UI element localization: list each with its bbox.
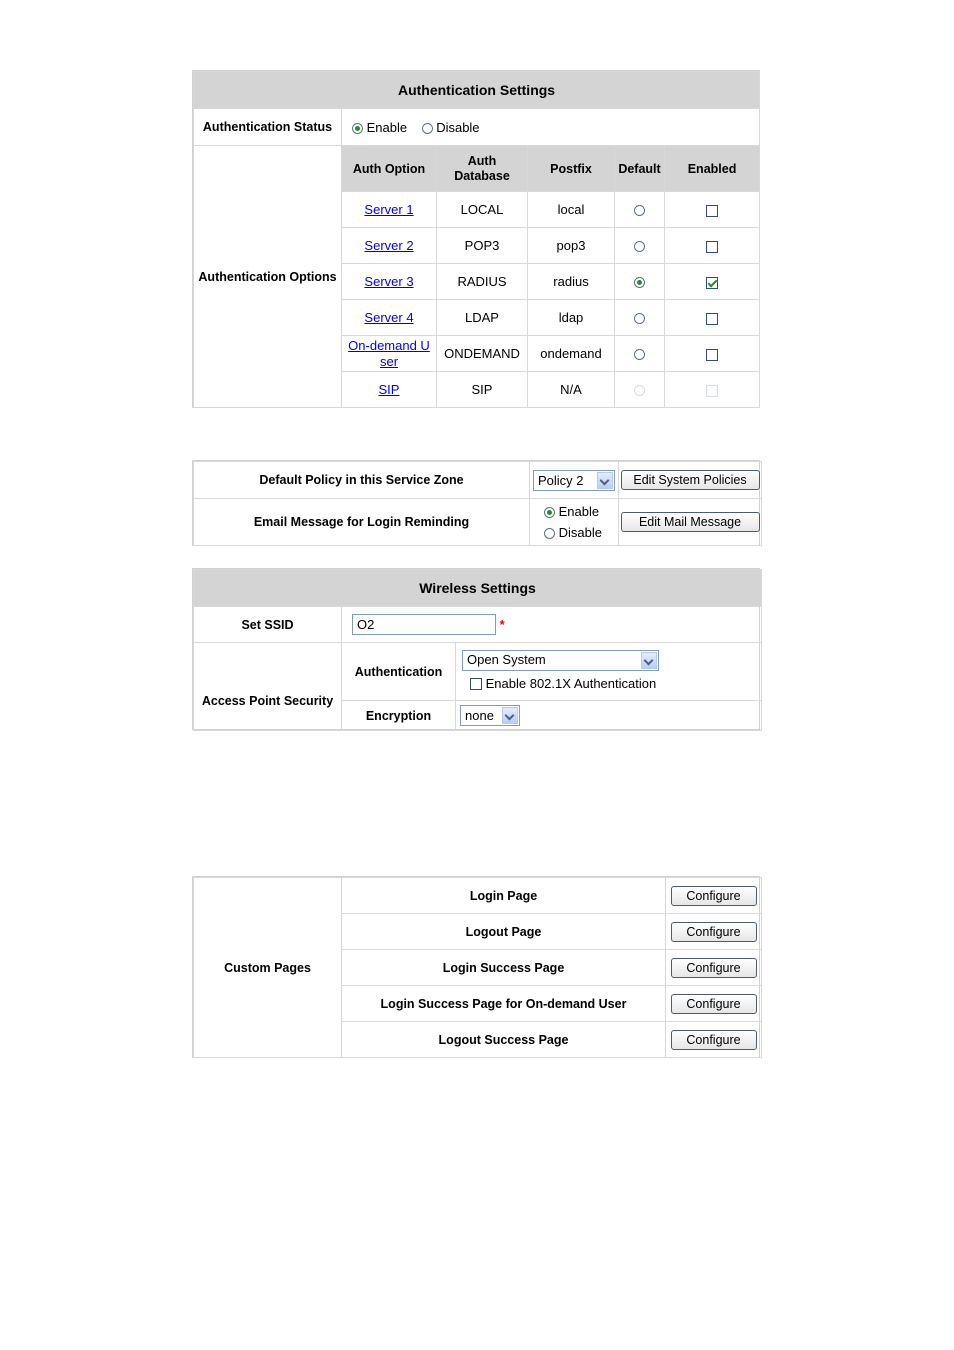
login-success-page-label: Login Success Page bbox=[342, 950, 666, 986]
server-4-link[interactable]: Server 4 bbox=[364, 310, 414, 325]
custom-pages-panel bbox=[192, 876, 760, 1058]
edit-system-policies-button[interactable]: Edit System Policies bbox=[621, 470, 760, 490]
postfix-cell: N/A bbox=[528, 372, 615, 408]
required-mark: * bbox=[499, 617, 505, 632]
ssid-input[interactable]: O2 bbox=[352, 614, 496, 635]
email-enable-radio[interactable] bbox=[544, 507, 555, 518]
configure-login-page-button[interactable]: Configure bbox=[671, 886, 757, 906]
enabled-checkbox-server-3[interactable] bbox=[706, 277, 718, 289]
authentication-select[interactable] bbox=[462, 650, 659, 671]
configure-login-success-page-button[interactable]: Configure bbox=[671, 958, 757, 978]
server-3-link[interactable]: Server 3 bbox=[364, 274, 414, 289]
logout-success-page-label: Logout Success Page bbox=[342, 1022, 666, 1058]
database-cell: LDAP bbox=[437, 300, 528, 336]
edit-mail-message-button[interactable]: Edit Mail Message bbox=[621, 512, 760, 532]
default-radio-server-2[interactable] bbox=[634, 241, 645, 252]
authentication-settings-title: Authentication Settings bbox=[194, 72, 760, 109]
authentication-settings-panel bbox=[192, 70, 760, 408]
set-ssid-label: Set SSID bbox=[194, 607, 342, 643]
col-default: Default bbox=[615, 146, 665, 192]
auth-status-enable-label: Enable bbox=[366, 119, 408, 135]
enable-8021x-label: Enable 802.1X Authentication bbox=[485, 675, 657, 691]
login-success-on-demand-label: Login Success Page for On-demand User bbox=[342, 986, 666, 1022]
col-enabled: Enabled bbox=[665, 146, 760, 192]
wireless-settings-title: Wireless Settings bbox=[194, 570, 762, 607]
custom-pages-label: Custom Pages bbox=[194, 878, 342, 1058]
authentication-label: Authentication bbox=[342, 643, 456, 701]
wireless-settings-panel bbox=[192, 568, 760, 730]
auth-status-disable-radio[interactable] bbox=[422, 123, 433, 134]
access-point-security-label: Access Point Security bbox=[194, 643, 342, 731]
enabled-checkbox-server-2[interactable] bbox=[706, 241, 718, 253]
email-message-label: Email Message for Login Reminding bbox=[194, 499, 530, 546]
authentication-options-label: Authentication Options bbox=[194, 146, 342, 408]
encryption-select[interactable] bbox=[460, 705, 520, 726]
chevron-down-icon bbox=[641, 652, 657, 669]
enabled-checkbox-sip bbox=[706, 385, 718, 397]
on-demand-user-link[interactable]: On-demand User bbox=[348, 337, 430, 369]
database-cell: SIP bbox=[437, 372, 528, 408]
policy-panel bbox=[192, 460, 760, 546]
enabled-checkbox-server-4[interactable] bbox=[706, 313, 718, 325]
col-auth-option: Auth Option bbox=[342, 146, 437, 192]
configure-logout-success-page-button[interactable]: Configure bbox=[671, 1030, 757, 1050]
col-postfix: Postfix bbox=[528, 146, 615, 192]
default-radio-sip bbox=[634, 385, 645, 396]
sip-link[interactable]: SIP bbox=[378, 382, 400, 397]
configure-logout-page-button[interactable]: Configure bbox=[671, 922, 757, 942]
chevron-down-icon bbox=[502, 707, 518, 724]
server-1-link[interactable]: Server 1 bbox=[364, 202, 414, 217]
email-enable-label: Enable bbox=[558, 504, 600, 519]
default-policy-value: Policy 2 bbox=[538, 472, 584, 488]
default-radio-server-3[interactable] bbox=[634, 277, 645, 288]
enabled-checkbox-server-1[interactable] bbox=[706, 205, 718, 217]
encryption-label: Encryption bbox=[342, 701, 456, 731]
postfix-cell: ondemand bbox=[528, 336, 615, 372]
default-policy-label: Default Policy in this Service Zone bbox=[194, 462, 530, 499]
default-radio-on-demand[interactable] bbox=[634, 349, 645, 360]
enabled-checkbox-on-demand[interactable] bbox=[706, 349, 718, 361]
authentication-value: Open System bbox=[467, 652, 546, 668]
chevron-down-icon bbox=[597, 472, 613, 489]
default-policy-select[interactable] bbox=[533, 470, 615, 491]
enable-8021x-checkbox[interactable] bbox=[470, 678, 482, 690]
database-cell: POP3 bbox=[437, 228, 528, 264]
configure-login-success-on-demand-button[interactable]: Configure bbox=[671, 994, 757, 1014]
database-cell: ONDEMAND bbox=[437, 336, 528, 372]
email-disable-radio[interactable] bbox=[544, 528, 555, 539]
postfix-cell: radius bbox=[528, 264, 615, 300]
server-2-link[interactable]: Server 2 bbox=[364, 238, 414, 253]
auth-status-enable-radio[interactable] bbox=[352, 123, 363, 134]
authentication-status-label: Authentication Status bbox=[194, 109, 342, 146]
postfix-cell: pop3 bbox=[528, 228, 615, 264]
col-auth-database-text: Auth Database bbox=[454, 153, 510, 183]
logout-page-label: Logout Page bbox=[342, 914, 666, 950]
default-radio-server-1[interactable] bbox=[634, 205, 645, 216]
database-cell: LOCAL bbox=[437, 192, 528, 228]
auth-status-disable-label: Disable bbox=[436, 119, 480, 135]
default-radio-server-4[interactable] bbox=[634, 313, 645, 324]
encryption-value: none bbox=[465, 708, 494, 723]
login-page-label: Login Page bbox=[342, 878, 666, 914]
col-auth-database bbox=[437, 146, 528, 192]
database-cell: RADIUS bbox=[437, 264, 528, 300]
email-disable-label: Disable bbox=[558, 525, 602, 540]
postfix-cell: ldap bbox=[528, 300, 615, 336]
postfix-cell: local bbox=[528, 192, 615, 228]
